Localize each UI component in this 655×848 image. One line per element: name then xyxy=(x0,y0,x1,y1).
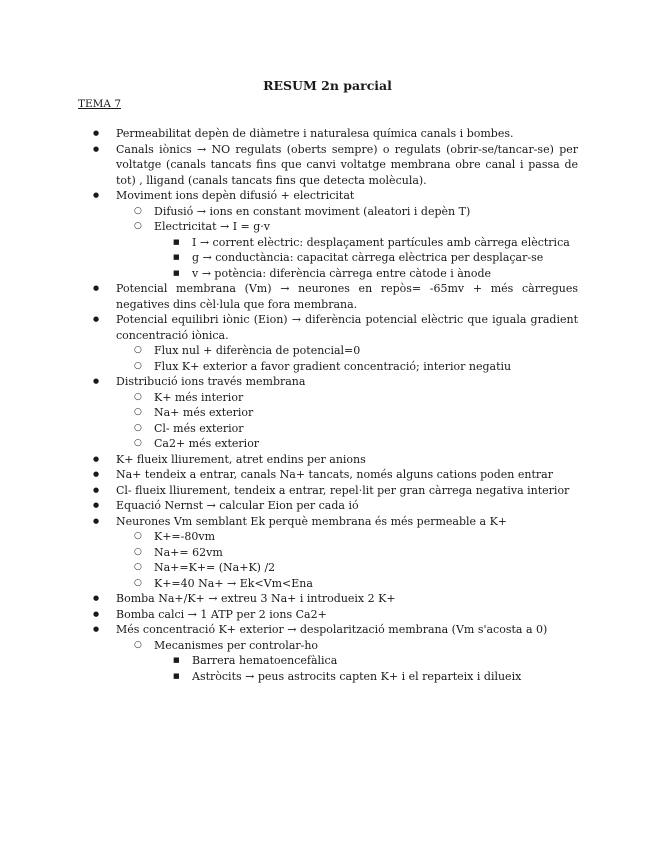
list-item xyxy=(78,126,578,142)
notes-body xyxy=(78,126,578,684)
sub-sub-list-item xyxy=(154,266,578,282)
list-item xyxy=(78,142,578,189)
list-item-text: ● Potencial membrana (Vm) → neurones en repòs= -65mv + més càrregues negatives dins cèl·lula que fora membrana. xyxy=(116,282,578,311)
sub-list-item xyxy=(116,529,578,545)
list-item-text: Flux K+ exterior a favor gradient concentració; interior negatiu xyxy=(154,359,512,373)
section-heading: TEMA 7 xyxy=(78,98,122,110)
sub-list-item xyxy=(116,204,578,220)
sub-list-item xyxy=(116,405,578,421)
nested-list xyxy=(116,529,578,591)
list-item-text: K+=-80vm xyxy=(154,530,216,543)
sub-sub-list-item xyxy=(154,250,578,266)
list-item-text: ● K+ flueix lliurement, atret endins per anions xyxy=(116,452,366,466)
list-item-text: K+ més interior xyxy=(154,390,244,404)
page-title: RESUM 2n parcial xyxy=(263,78,392,93)
sub-list-item xyxy=(116,436,578,452)
list-item xyxy=(78,607,578,623)
list-item-text: g → conductància: capacitat càrrega elèctrica per desplaçar-se xyxy=(192,251,544,264)
list-item-text: K+=40 Na+ → Ek<Vm<Ena xyxy=(154,576,313,590)
list-item xyxy=(78,498,578,514)
sub-list-item xyxy=(116,219,578,281)
list-item-text: ● Canals iònics → NO regulats (oberts sempre) o regulats (obrir-se/tancar-se) per voltatge (canals tancats fins que canvi voltatge membrana obre canal i passa de tot) , lligand (canals tancats fins que detecta molècula). xyxy=(116,142,578,187)
list-item xyxy=(78,467,578,483)
nested-list xyxy=(154,653,578,684)
list-item-text: ● Cl- flueix lliurement, tendeix a entrar, repel·lit per gran càrrega negativa interior xyxy=(116,483,570,497)
list-item-text: ● Distribució ions través membrana xyxy=(116,375,306,388)
list-item-text: Barrera hematoencefàlica xyxy=(192,654,338,667)
list-item-text: ● Moviment ions depèn difusió + electricitat xyxy=(116,189,355,202)
list-item-text: ● Potencial equilibri iònic (Eion) → diferència potencial elèctric que iguala gradient concentració iònica. xyxy=(116,313,578,342)
list-item-text: Na+= 62vm xyxy=(154,545,223,559)
list-item-text: ● Permeabilitat depèn de diàmetre i naturalesa química canals i bombes. xyxy=(116,127,514,140)
list-item-text: Flux nul + diferència de potencial=0 xyxy=(154,344,361,357)
nested-list xyxy=(116,390,578,452)
sub-list-item xyxy=(116,421,578,437)
sub-list-item xyxy=(116,576,578,592)
sub-sub-list-item xyxy=(154,669,578,685)
list-item xyxy=(78,452,578,468)
list-item xyxy=(78,514,578,592)
list-item xyxy=(78,622,578,684)
list-item-text: ● Neurones Vm semblant Ek perquè membrana és més permeable a K+ xyxy=(116,514,508,528)
nested-list xyxy=(116,204,578,282)
list-item-text: Na+=K+= (Na+K) /2 xyxy=(154,561,276,574)
list-item-text: ● Bomba Na+/K+ → extreu 3 Na+ i introdueix 2 K+ xyxy=(116,592,396,605)
list-item xyxy=(78,312,578,374)
nested-list xyxy=(116,638,578,685)
nested-list xyxy=(154,235,578,282)
sub-list-item xyxy=(116,359,578,375)
list-item xyxy=(78,188,578,281)
list-item xyxy=(78,483,578,499)
list-item-text: ● Equació Nernst → calcular Eion per cada ió xyxy=(116,499,359,512)
list-item-text: Astròcits → peus astrocits capten K+ i el reparteix i dilueix xyxy=(192,669,522,683)
list-item-text: Mecanismes per controlar-ho xyxy=(154,638,319,652)
list-item-text: Difusió → ions en constant moviment (aleatori i depèn T) xyxy=(154,204,471,218)
sub-sub-list-item xyxy=(154,653,578,669)
list-item-text: Cl- més exterior xyxy=(154,421,244,435)
list-item xyxy=(78,281,578,312)
nested-list xyxy=(116,343,578,374)
list-item xyxy=(78,374,578,452)
list-item-text: I → corrent elèctric: desplaçament partícules amb càrrega elèctrica xyxy=(192,235,570,249)
list-item-text: Electricitat → I = g·v xyxy=(154,220,271,233)
list-item-text: ● Més concentració K+ exterior → despolarització membrana (Vm s'acosta a 0) xyxy=(116,623,548,636)
sub-list-item xyxy=(116,343,578,359)
list-item-text: Ca2+ més exterior xyxy=(154,437,260,450)
list-item xyxy=(78,591,578,607)
sub-list-item xyxy=(116,390,578,406)
sub-sub-list-item xyxy=(154,235,578,251)
sub-list-item xyxy=(116,638,578,685)
sub-list-item xyxy=(116,560,578,576)
list-item-text: ● Na+ tendeix a entrar, canals Na+ tancats, només alguns cations poden entrar xyxy=(116,468,553,481)
list-item-text: ● Bomba calci → 1 ATP per 2 ions Ca2+ xyxy=(116,607,327,621)
sub-list-item xyxy=(116,545,578,561)
list-item-text: v → potència: diferència càrrega entre càtode i ànode xyxy=(192,266,492,280)
list-item-text: Na+ més exterior xyxy=(154,406,254,419)
bullet-list xyxy=(78,126,578,684)
